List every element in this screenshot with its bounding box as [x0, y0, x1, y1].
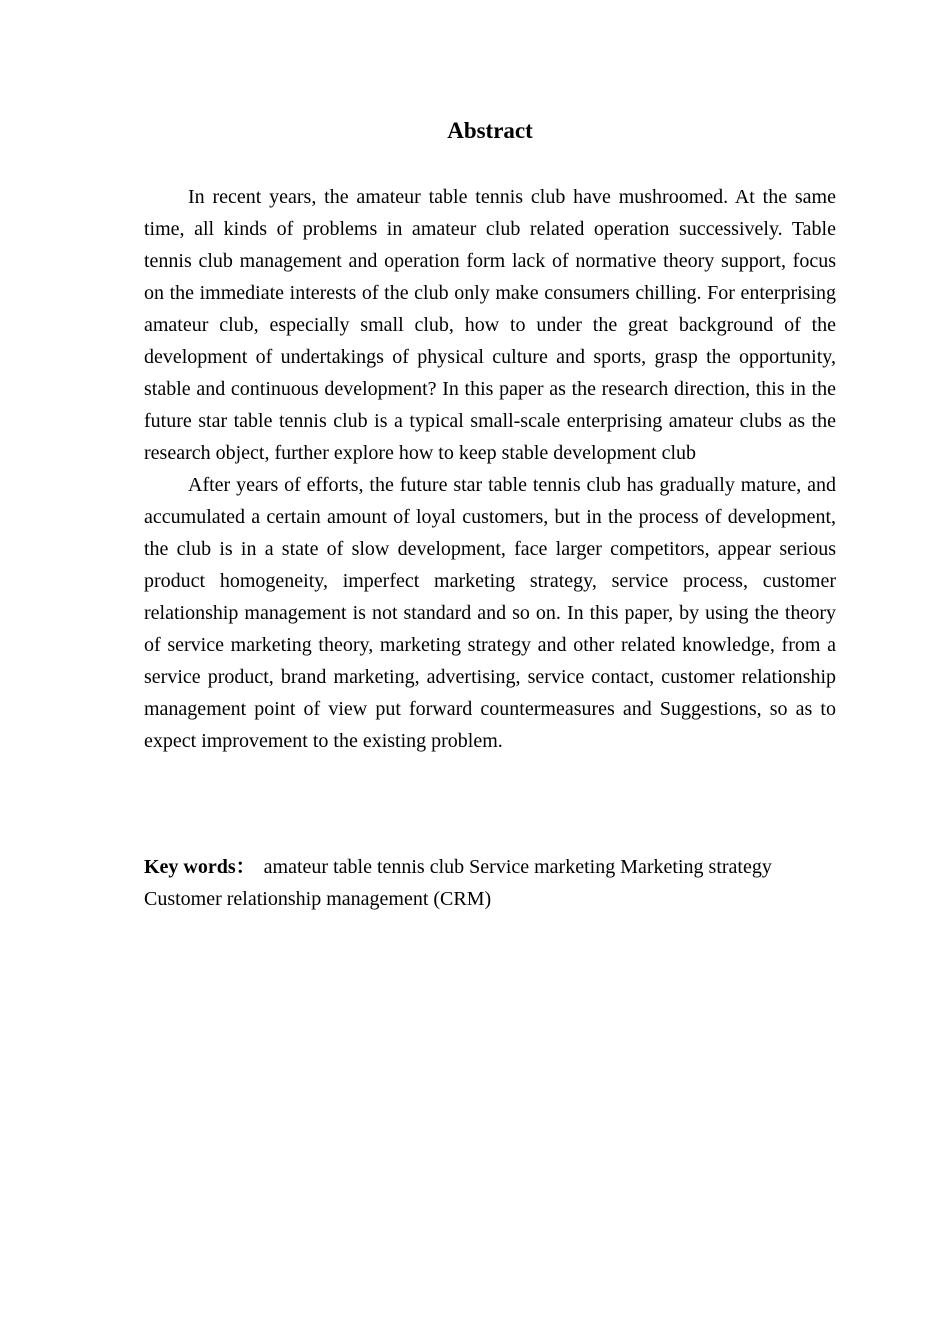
- abstract-paragraph-1: In recent years, the amateur table tennis club have mushroomed. At the same time, all kinds of problems in amateur club related operation successively. Table tennis club management and operation form lack of normative theory support, focus on the immediate interests of the club only make consumers chilling. For enterprising amateur club, especially small club, how to under the great background of the development of undertakings of physical culture and sports, grasp the opportunity, stable and continuous development? In this paper as the research direction, this in the future star table tennis club is a typical small-scale enterprising amateur clubs as the research object, further explore how to keep stable development club: [144, 186, 836, 464]
- keywords-label: Key words: [144, 856, 236, 878]
- abstract-body: [144, 181, 836, 757]
- keywords-line: [144, 851, 784, 915]
- keyword-item: Marketing strategy: [620, 856, 772, 878]
- abstract-title: Abstract: [447, 118, 533, 143]
- keyword-item: Customer relationship management (CRM): [144, 888, 492, 910]
- keywords-separator: ：: [235, 856, 256, 878]
- abstract-paragraph-2: After years of efforts, the future star table tennis club has gradually mature, and accumulated a certain amount of loyal customers, but in the process of development, the club is in a state of slow development, face larger competitors, appear serious product homogeneity, imperfect marketing strategy, service process, customer relationship management is not standard and so on. In this paper, by using the theory of service marketing theory, marketing strategy and other related knowledge, from a service product, brand marketing, advertising, service contact, customer relationship management point of view put forward countermeasures and Suggestions, so as to expect improvement to the existing problem.: [144, 474, 836, 752]
- keyword-item: Service marketing: [469, 856, 616, 878]
- keyword-item: amateur table tennis club: [263, 856, 465, 878]
